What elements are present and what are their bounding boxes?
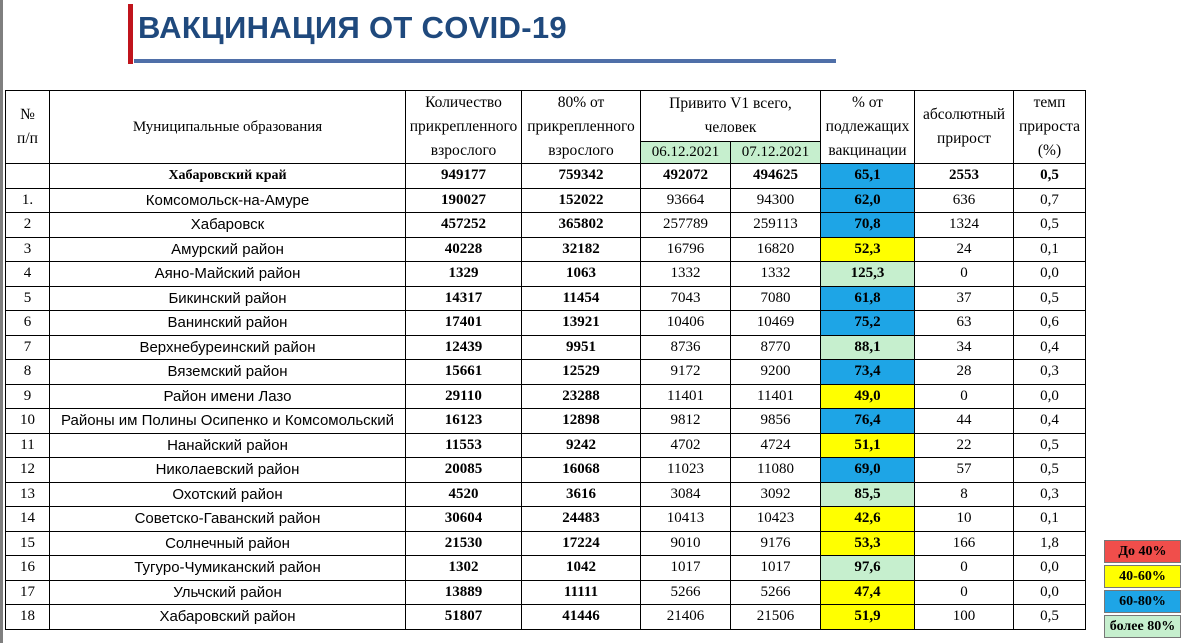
legend-item-red: До 40%: [1104, 540, 1181, 563]
cell-percent: 69,0: [821, 458, 915, 483]
cell-percent: 51,1: [821, 433, 915, 458]
cell-percent: 47,4: [821, 580, 915, 605]
table-row: [6, 531, 1086, 556]
cell-municipality: Хабаровск: [50, 213, 406, 238]
cell-vaccinated-date1: 10406: [641, 311, 731, 336]
cell-absolute-growth: 1324: [915, 213, 1014, 238]
cell-absolute-growth: 100: [915, 605, 1014, 630]
cell-absolute-growth: 636: [915, 188, 1014, 213]
left-edge-line: [0, 0, 3, 643]
cell-growth-rate: 1,8: [1014, 531, 1086, 556]
cell-percent: 97,6: [821, 556, 915, 581]
table-row: [6, 580, 1086, 605]
cell-growth-rate: 0,3: [1014, 482, 1086, 507]
cell-vaccinated-date2: 9856: [731, 409, 821, 434]
cell-absolute-growth: 28: [915, 360, 1014, 385]
legend-item-blue: 60-80%: [1104, 590, 1181, 613]
cell-absolute-growth: 10: [915, 507, 1014, 532]
cell-municipality: Верхнебуреинский район: [50, 335, 406, 360]
cell-adult-count: 14317: [406, 286, 522, 311]
cell-municipality: Нанайский район: [50, 433, 406, 458]
cell-adult-count: 190027: [406, 188, 522, 213]
cell-vaccinated-date1: 10413: [641, 507, 731, 532]
cell-growth-rate: 0,4: [1014, 409, 1086, 434]
cell-vaccinated-date1: 7043: [641, 286, 731, 311]
cell-adult-count: 457252: [406, 213, 522, 238]
table-row: [6, 262, 1086, 287]
cell-eighty-percent: 16068: [522, 458, 641, 483]
cell-eighty-percent: 11454: [522, 286, 641, 311]
cell-eighty-percent: 32182: [522, 237, 641, 262]
cell-number: 12: [6, 458, 50, 483]
cell-vaccinated-date1: 9172: [641, 360, 731, 385]
cell-vaccinated-date1: 4702: [641, 433, 731, 458]
cell-number: 11: [6, 433, 50, 458]
cell-eighty-percent: 1042: [522, 556, 641, 581]
cell-vaccinated-date2: 94300: [731, 188, 821, 213]
cell-municipality: Тугуро-Чумиканский район: [50, 556, 406, 581]
cell-adult-count: 15661: [406, 360, 522, 385]
cell-vaccinated-date2: 3092: [731, 482, 821, 507]
cell-eighty-percent: 1063: [522, 262, 641, 287]
cell-absolute-growth: 63: [915, 311, 1014, 336]
cell-municipality: Хабаровский район: [50, 605, 406, 630]
cell-eighty-percent: 17224: [522, 531, 641, 556]
cell-percent: 65,1: [821, 164, 915, 189]
cell-municipality: Вяземский район: [50, 360, 406, 385]
cell-percent: 62,0: [821, 188, 915, 213]
cell-municipality: Ульчский район: [50, 580, 406, 605]
cell-number: 13: [6, 482, 50, 507]
table-row: [6, 482, 1086, 507]
cell-number: 18: [6, 605, 50, 630]
cell-eighty-percent: 9242: [522, 433, 641, 458]
cell-number: 3: [6, 237, 50, 262]
cell-vaccinated-date2: 7080: [731, 286, 821, 311]
cell-municipality: Хабаровский край: [50, 164, 406, 189]
cell-eighty-percent: 152022: [522, 188, 641, 213]
cell-vaccinated-date1: 16796: [641, 237, 731, 262]
table-row: [6, 458, 1086, 483]
cell-eighty-percent: 12898: [522, 409, 641, 434]
cell-growth-rate: 0,5: [1014, 286, 1086, 311]
vaccination-table: [5, 90, 1086, 630]
table-row: [6, 556, 1086, 581]
cell-municipality: Ванинский район: [50, 311, 406, 336]
cell-adult-count: 12439: [406, 335, 522, 360]
cell-adult-count: 30604: [406, 507, 522, 532]
cell-growth-rate: 0,3: [1014, 360, 1086, 385]
cell-vaccinated-date1: 1017: [641, 556, 731, 581]
cell-number: 2: [6, 213, 50, 238]
header-vaccinated: Привито V1 всего, человек: [641, 91, 821, 142]
header-eighty-percent: 80% от прикрепленного взрослого: [522, 91, 641, 164]
header-date-1: 06.12.2021: [641, 142, 731, 164]
legend-item-yellow: 40-60%: [1104, 565, 1181, 588]
cell-eighty-percent: 365802: [522, 213, 641, 238]
cell-vaccinated-date1: 21406: [641, 605, 731, 630]
cell-growth-rate: 0,0: [1014, 262, 1086, 287]
cell-growth-rate: 0,5: [1014, 433, 1086, 458]
cell-municipality: Комсомольск-на-Амуре: [50, 188, 406, 213]
cell-vaccinated-date1: 9010: [641, 531, 731, 556]
cell-municipality: Охотский район: [50, 482, 406, 507]
cell-number: 7: [6, 335, 50, 360]
cell-adult-count: 21530: [406, 531, 522, 556]
header-date-2: 07.12.2021: [731, 142, 821, 164]
header-absolute-growth: абсолютный прирост: [915, 91, 1014, 164]
cell-growth-rate: 0,0: [1014, 580, 1086, 605]
cell-vaccinated-date1: 93664: [641, 188, 731, 213]
table-row: [6, 188, 1086, 213]
table-row-total: [6, 164, 1086, 189]
cell-municipality: Бикинский район: [50, 286, 406, 311]
table-body: [6, 164, 1086, 630]
table-row: [6, 507, 1086, 532]
cell-municipality: Солнечный район: [50, 531, 406, 556]
table-row: [6, 286, 1086, 311]
legend-item-green: более 80%: [1104, 615, 1181, 638]
cell-percent: 53,3: [821, 531, 915, 556]
header-adult-count: Количество прикрепленного взрослого: [406, 91, 522, 164]
table-row: [6, 433, 1086, 458]
cell-eighty-percent: 13921: [522, 311, 641, 336]
cell-vaccinated-date2: 1017: [731, 556, 821, 581]
table-row: [6, 605, 1086, 630]
cell-vaccinated-date2: 9176: [731, 531, 821, 556]
cell-percent: 52,3: [821, 237, 915, 262]
cell-vaccinated-date1: 5266: [641, 580, 731, 605]
cell-number: 15: [6, 531, 50, 556]
cell-absolute-growth: 166: [915, 531, 1014, 556]
cell-percent: 70,8: [821, 213, 915, 238]
table-row: [6, 409, 1086, 434]
cell-percent: 75,2: [821, 311, 915, 336]
cell-eighty-percent: 3616: [522, 482, 641, 507]
cell-number: 9: [6, 384, 50, 409]
cell-absolute-growth: 8: [915, 482, 1014, 507]
cell-absolute-growth: 44: [915, 409, 1014, 434]
cell-vaccinated-date1: 3084: [641, 482, 731, 507]
cell-absolute-growth: 0: [915, 384, 1014, 409]
cell-absolute-growth: 24: [915, 237, 1014, 262]
cell-absolute-growth: 57: [915, 458, 1014, 483]
cell-percent: 85,5: [821, 482, 915, 507]
cell-percent: 51,9: [821, 605, 915, 630]
cell-vaccinated-date2: 16820: [731, 237, 821, 262]
cell-adult-count: 16123: [406, 409, 522, 434]
cell-vaccinated-date1: 492072: [641, 164, 731, 189]
cell-number: 14: [6, 507, 50, 532]
cell-absolute-growth: 34: [915, 335, 1014, 360]
cell-percent: 42,6: [821, 507, 915, 532]
title-underline: [134, 59, 836, 63]
cell-growth-rate: 0,0: [1014, 556, 1086, 581]
cell-percent: 88,1: [821, 335, 915, 360]
cell-eighty-percent: 759342: [522, 164, 641, 189]
cell-absolute-growth: 22: [915, 433, 1014, 458]
cell-number: 6: [6, 311, 50, 336]
cell-number: 5: [6, 286, 50, 311]
cell-number: 8: [6, 360, 50, 385]
cell-adult-count: 949177: [406, 164, 522, 189]
color-legend: [1104, 540, 1181, 640]
table-header-row: [6, 91, 1086, 142]
cell-percent: 73,4: [821, 360, 915, 385]
page-title: ВАКЦИНАЦИЯ ОТ COVID-19: [138, 10, 567, 45]
cell-municipality: Аяно-Майский район: [50, 262, 406, 287]
cell-number: 17: [6, 580, 50, 605]
cell-growth-rate: 0,1: [1014, 507, 1086, 532]
cell-absolute-growth: 37: [915, 286, 1014, 311]
table-row: [6, 335, 1086, 360]
cell-vaccinated-date1: 1332: [641, 262, 731, 287]
cell-adult-count: 20085: [406, 458, 522, 483]
cell-adult-count: 1329: [406, 262, 522, 287]
cell-growth-rate: 0,0: [1014, 384, 1086, 409]
cell-municipality: Район имени Лазо: [50, 384, 406, 409]
cell-number: 4: [6, 262, 50, 287]
cell-vaccinated-date2: 5266: [731, 580, 821, 605]
cell-adult-count: 1302: [406, 556, 522, 581]
cell-growth-rate: 0,5: [1014, 605, 1086, 630]
table-row: [6, 360, 1086, 385]
cell-absolute-growth: 0: [915, 262, 1014, 287]
cell-growth-rate: 0,5: [1014, 213, 1086, 238]
cell-absolute-growth: 0: [915, 556, 1014, 581]
cell-vaccinated-date1: 11401: [641, 384, 731, 409]
cell-percent: 61,8: [821, 286, 915, 311]
cell-percent: 49,0: [821, 384, 915, 409]
cell-eighty-percent: 23288: [522, 384, 641, 409]
cell-vaccinated-date2: 10469: [731, 311, 821, 336]
cell-vaccinated-date2: 9200: [731, 360, 821, 385]
cell-growth-rate: 0,6: [1014, 311, 1086, 336]
header-number: № п/п: [6, 91, 50, 164]
cell-eighty-percent: 12529: [522, 360, 641, 385]
cell-vaccinated-date2: 4724: [731, 433, 821, 458]
cell-vaccinated-date2: 1332: [731, 262, 821, 287]
cell-municipality: Советско-Гаванский район: [50, 507, 406, 532]
cell-growth-rate: 0,5: [1014, 164, 1086, 189]
cell-absolute-growth: 2553: [915, 164, 1014, 189]
cell-growth-rate: 0,7: [1014, 188, 1086, 213]
cell-vaccinated-date2: 11080: [731, 458, 821, 483]
cell-municipality: Николаевский район: [50, 458, 406, 483]
cell-number: 16: [6, 556, 50, 581]
cell-adult-count: 13889: [406, 580, 522, 605]
cell-vaccinated-date2: 11401: [731, 384, 821, 409]
cell-growth-rate: 0,1: [1014, 237, 1086, 262]
cell-vaccinated-date2: 494625: [731, 164, 821, 189]
header-growth-rate: темп прироста (%): [1014, 91, 1086, 164]
cell-adult-count: 17401: [406, 311, 522, 336]
cell-adult-count: 51807: [406, 605, 522, 630]
cell-vaccinated-date1: 9812: [641, 409, 731, 434]
cell-number: 10: [6, 409, 50, 434]
cell-absolute-growth: 0: [915, 580, 1014, 605]
cell-number: [6, 164, 50, 189]
title-accent-bar: [128, 4, 133, 64]
cell-municipality: Амурский район: [50, 237, 406, 262]
cell-eighty-percent: 11111: [522, 580, 641, 605]
cell-adult-count: 40228: [406, 237, 522, 262]
cell-vaccinated-date1: 257789: [641, 213, 731, 238]
table-row: [6, 237, 1086, 262]
cell-adult-count: 11553: [406, 433, 522, 458]
cell-vaccinated-date2: 8770: [731, 335, 821, 360]
cell-vaccinated-date2: 10423: [731, 507, 821, 532]
cell-percent: 125,3: [821, 262, 915, 287]
cell-vaccinated-date2: 21506: [731, 605, 821, 630]
cell-adult-count: 4520: [406, 482, 522, 507]
cell-vaccinated-date1: 8736: [641, 335, 731, 360]
cell-percent: 76,4: [821, 409, 915, 434]
cell-eighty-percent: 24483: [522, 507, 641, 532]
cell-municipality: Районы им Полины Осипенко и Комсомольский: [50, 409, 406, 434]
cell-growth-rate: 0,4: [1014, 335, 1086, 360]
cell-number: 1.: [6, 188, 50, 213]
cell-vaccinated-date1: 11023: [641, 458, 731, 483]
header-municipality: Муниципальные образования: [50, 91, 406, 164]
table-row: [6, 311, 1086, 336]
cell-eighty-percent: 9951: [522, 335, 641, 360]
table-row: [6, 213, 1086, 238]
cell-eighty-percent: 41446: [522, 605, 641, 630]
cell-adult-count: 29110: [406, 384, 522, 409]
table-row: [6, 384, 1086, 409]
cell-vaccinated-date2: 259113: [731, 213, 821, 238]
header-percent: % от подлежащих вакцинации: [821, 91, 915, 164]
cell-growth-rate: 0,5: [1014, 458, 1086, 483]
